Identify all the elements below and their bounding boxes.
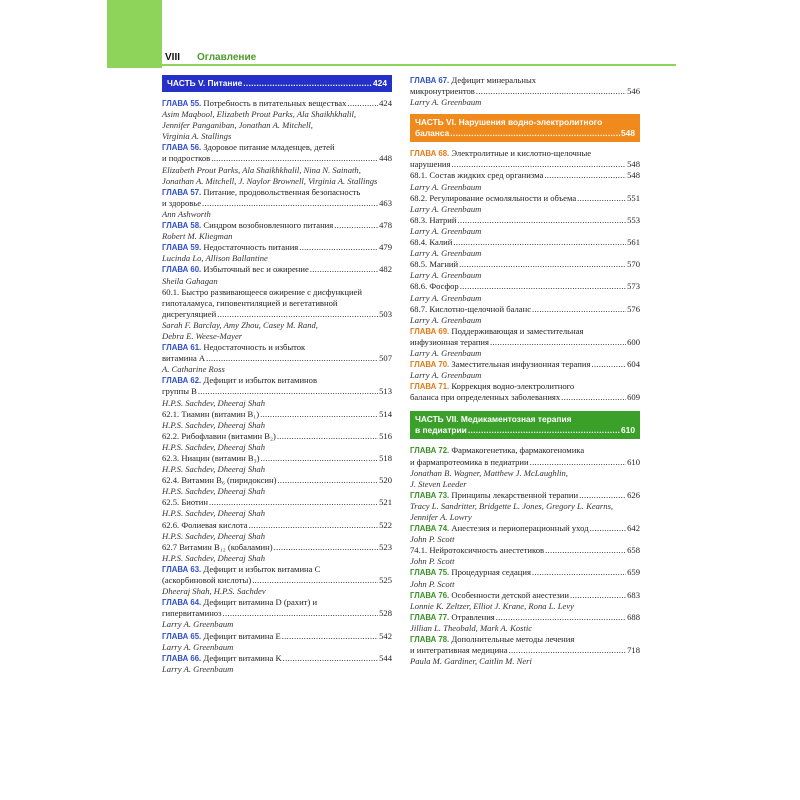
author-line: John P. Scott [410, 534, 455, 545]
dot-leader [249, 520, 379, 531]
chapter-label: ГЛАВА 63. [162, 564, 202, 574]
page-ref: 626 [627, 489, 640, 500]
entry-title: и фармапротеомика в педиатрии [410, 456, 529, 467]
author-line: Jennifer A. Lowry [410, 512, 472, 522]
toc-chapter-entry[interactable] [162, 564, 392, 575]
chapter-label: ГЛАВА 67. [410, 76, 450, 85]
author-line: Jennifer Panganiban, Jonathan A. Mitchell, [162, 120, 313, 131]
page-ref: 518 [379, 453, 392, 463]
toc-entry-line[interactable] [162, 542, 392, 553]
page-ref: 610 [621, 425, 635, 436]
author-line: John P. Scott [410, 578, 455, 589]
page-ref: 576 [627, 303, 640, 314]
chapter-title: Питание, продовольственная безопасность [203, 186, 361, 197]
entry-title: (аскорбиновой кислоты) [162, 575, 252, 586]
toc-chapter-entry[interactable] [162, 98, 392, 109]
entry-title: баланса при определенных заболеваниях [410, 392, 561, 403]
toc-entry-line[interactable] [162, 409, 392, 420]
page-ref: 513 [379, 386, 392, 397]
dot-leader [545, 545, 626, 556]
dot-leader [496, 612, 626, 623]
dot-leader [223, 608, 379, 619]
chapter-title: Электролитные и кислотно-щелочные [451, 148, 592, 159]
toc-entry-line[interactable] [162, 431, 392, 442]
toc-entry-line[interactable] [162, 575, 392, 586]
dot-leader [252, 575, 378, 586]
chapter-title: Дефицит витамина D (рахит) и [203, 597, 318, 608]
toc-entry-line[interactable] [410, 86, 640, 97]
entry-title: 68.3. Натрий [410, 214, 457, 225]
toc-entry-text: гипоталамуса, гиповентиляцией и вегетативной [162, 297, 338, 308]
toc-chapter-entry[interactable] [162, 242, 392, 253]
dot-leader [243, 78, 372, 89]
author-line: Larry A. Greenbaum [410, 203, 482, 214]
chapter-label: ГЛАВА 77. [410, 612, 450, 622]
part-heading[interactable] [410, 411, 640, 439]
dot-leader [561, 392, 626, 403]
page-ref: 514 [379, 408, 392, 419]
author-line: H.P.S. Sachdev, Dheeraj Shah [162, 552, 266, 563]
dot-leader [282, 631, 378, 642]
chapter-title: Потребность в питательных веществах [203, 98, 347, 108]
author-line: Sheila Gahagan [162, 275, 218, 286]
toc-entry-line[interactable] [410, 215, 640, 226]
entry-title: 68.5. Магний [410, 259, 459, 270]
dot-leader [530, 457, 626, 468]
toc-entry-line[interactable] [162, 453, 392, 464]
toc-chapter-entry[interactable] [410, 490, 640, 501]
part-title: баланса [415, 128, 450, 139]
chapter-label: ГЛАВА 55. [162, 99, 202, 108]
page-ref: 448 [379, 153, 392, 164]
chapter-title: Синдром возобновленного питания [203, 220, 334, 231]
toc-chapter-entry[interactable] [410, 359, 640, 370]
author-line: Jonathan A. Mitchell, J. Naylor Brownell, Virginia A. Stallings [162, 175, 378, 186]
chapter-label: ГЛАВА 61. [162, 343, 202, 353]
toc-chapter-entry[interactable] [410, 590, 640, 601]
entry-title: 62.3. Ниацин (витамин B₃) [162, 453, 260, 463]
part-heading-line [415, 425, 635, 436]
author-line: Lonnie K. Zeltzer, Elliot J. Krane, Rona L. Levy [410, 600, 574, 611]
dot-leader [260, 409, 378, 420]
dot-leader [459, 259, 626, 270]
page-ref: 478 [379, 220, 392, 231]
entry-title: 68.2. Регулирование осмоляльности и объема [410, 192, 577, 203]
toc-entry-line[interactable] [410, 457, 640, 468]
page-ref: 604 [627, 359, 640, 370]
header-divider [160, 64, 676, 66]
page-ref: 528 [379, 608, 392, 619]
toc-entry-line[interactable] [410, 170, 640, 181]
author-line: Larry A. Greenbaum [162, 619, 234, 630]
part-title: в педиатрии [415, 425, 467, 436]
toc-chapter-entry[interactable] [162, 653, 392, 664]
author-line: Jillian L. Theobald, Mark A. Kostic [410, 622, 533, 633]
toc-entry-line[interactable] [162, 497, 392, 508]
author-line: Larry A. Greenbaum [162, 641, 234, 652]
chapter-label: ГЛАВА 56. [162, 143, 202, 153]
dot-leader [283, 653, 378, 664]
chapter-label: ГЛАВА 60. [162, 265, 202, 275]
chapter-label: ГЛАВА 73. [410, 490, 450, 500]
chapter-title: Дефицит и избыток витаминов [203, 375, 318, 386]
author-line: Larry A. Greenbaum [410, 314, 482, 325]
dot-leader [460, 281, 626, 292]
author-line: Larry A. Greenbaum [410, 181, 482, 192]
toc-chapter-entry[interactable] [410, 148, 640, 159]
toc-entry-line[interactable] [162, 608, 392, 619]
part-heading[interactable] [162, 75, 392, 92]
page-ref: 553 [627, 214, 640, 225]
toc-entry-line[interactable] [410, 281, 640, 292]
chapter-title: Здоровое питание младенцев, детей [203, 142, 335, 153]
dot-leader [544, 170, 626, 181]
author-line: Jonathan B. Wagner, Matthew J. McLaughlin, [410, 467, 568, 478]
toc-chapter-entry[interactable] [410, 634, 640, 645]
chapter-title: Принципы лекарственной терапии [451, 489, 579, 500]
dot-leader [202, 198, 378, 209]
entry-title: дисрегуляцией [162, 308, 217, 319]
entry-title: 62.2. Рибофлавин (витамин B₂) [162, 430, 276, 441]
page-ref: 683 [627, 589, 640, 600]
entry-title: витамина A [162, 353, 206, 364]
entry-title: и подростков [162, 153, 211, 164]
chapter-label: ГЛАВА 72. [410, 446, 450, 456]
chapter-title: Процедурная седация [451, 567, 531, 578]
dot-leader [532, 304, 626, 315]
page-ref: 482 [379, 264, 392, 275]
author-line: John P. Scott [410, 556, 455, 567]
chapter-title: Коррекция водно-электролитного [451, 381, 575, 392]
page-ref: 479 [379, 242, 392, 253]
author-line: Dheeraj Shah, H.P.S. Sachdev [162, 586, 266, 597]
page-ref: 609 [627, 392, 640, 403]
page-ref: 520 [379, 475, 392, 486]
chapter-label: ГЛАВА 68. [410, 149, 450, 159]
page-ref: 503 [379, 308, 392, 319]
dot-leader [206, 353, 378, 364]
page-ref: 463 [379, 197, 392, 208]
entry-title: и интегративная медицина [410, 645, 508, 656]
toc-entry-line[interactable] [162, 153, 392, 164]
author-line: Lucinda Lo, Allison Ballantine [162, 253, 268, 264]
dot-leader [570, 590, 626, 601]
toc-chapter-entry[interactable] [410, 75, 640, 86]
page-ref: 570 [627, 259, 640, 270]
page-ref: 544 [379, 652, 392, 663]
toc-chapter-entry[interactable] [162, 220, 392, 231]
toc-chapter-entry[interactable] [410, 523, 640, 534]
author-line: Ann Ashworth [162, 208, 211, 219]
author-line: H.P.S. Sachdev, Dheeraj Shah [162, 530, 266, 541]
author-line: Debra E. Weese-Mayer [162, 330, 243, 341]
part-heading[interactable] [410, 114, 640, 142]
page-ref: 424 [379, 98, 392, 108]
chapter-label: ГЛАВА 65. [162, 631, 202, 641]
toc-entry-line[interactable] [410, 337, 640, 348]
dot-leader [334, 220, 378, 231]
chapter-title: Дефицит и избыток витамина C [203, 563, 321, 574]
page-ref: 521 [379, 497, 392, 508]
author-line: H.P.S. Sachdev, Dheeraj Shah [162, 464, 266, 475]
part-heading-line [415, 117, 635, 128]
dot-leader [476, 86, 626, 97]
page-ref: 516 [379, 430, 392, 441]
chapter-label: ГЛАВА 57. [162, 187, 202, 197]
chapter-label: ГЛАВА 76. [410, 590, 450, 600]
dot-leader [209, 497, 378, 508]
chapter-title: Дефицит витамина K [203, 652, 282, 663]
entry-title: 62.4. Витамин B₆ (пиридоксин) [162, 475, 277, 486]
chapter-label: ГЛАВА 70. [410, 360, 450, 370]
chapter-title: Дефицит витамина E [203, 630, 281, 641]
part-heading-line [167, 78, 387, 89]
toc-chapter-entry[interactable] [162, 342, 392, 353]
dot-leader [274, 542, 378, 553]
toc-chapter-entry[interactable] [162, 187, 392, 198]
author-line: H.P.S. Sachdev, Dheeraj Shah [162, 486, 266, 497]
page-ref: 561 [627, 237, 640, 248]
toc-right-column [410, 75, 640, 667]
dot-leader [577, 193, 626, 204]
toc-entry-line[interactable] [162, 198, 392, 209]
dot-leader [299, 242, 378, 253]
chapter-title: Недостаточность питания [203, 242, 299, 253]
author-line: J. Steven Leeder [410, 478, 467, 489]
dot-leader [468, 425, 620, 436]
toc-entry-line[interactable] [410, 645, 640, 656]
author-line: Paula M. Gardiner, Caitlin M. Neri [410, 656, 532, 667]
chapter-title: Недостаточность и избыток [203, 342, 306, 353]
page-ref: 600 [627, 336, 640, 347]
author-line: H.P.S. Sachdev, Dheeraj Shah [162, 441, 266, 452]
dot-leader [450, 128, 620, 139]
entry-title: 62.6. Фолиевая кислота [162, 519, 248, 530]
dot-leader [579, 490, 626, 501]
entry-title: 68.1. Состав жидких сред организма [410, 170, 544, 181]
dot-leader [509, 645, 627, 656]
section-title: Оглавление [197, 52, 257, 63]
toc-entry-line[interactable] [162, 520, 392, 531]
page-ref: 718 [627, 645, 640, 656]
entry-title: 68.7. Кислотно-щелочной баланс [410, 303, 532, 314]
chapter-title: Анестезия и периоперационный уход [451, 523, 589, 534]
toc-chapter-entry[interactable] [410, 445, 640, 456]
dot-leader [590, 523, 627, 534]
author-line: Virginia A. Stallings [162, 131, 232, 142]
author-line: Robert M. Kliegman [162, 231, 233, 242]
chapter-title: Заместительная инфузионная терапия [451, 359, 591, 370]
dot-leader [310, 264, 378, 275]
entry-title: группы B [162, 386, 197, 397]
toc-entry-line[interactable] [410, 304, 640, 315]
toc-entry-line[interactable] [162, 309, 392, 320]
entry-title: 68.6. Фосфор [410, 281, 459, 292]
author-line: Larry A. Greenbaum [410, 225, 482, 236]
page-corner-tab [107, 0, 162, 68]
author-line: H.P.S. Sachdev, Dheeraj Shah [162, 397, 266, 408]
chapter-title: Особенности детской анестезии [451, 589, 569, 600]
toc-entry-line[interactable] [410, 159, 640, 170]
dot-leader [277, 431, 378, 442]
chapter-label: ГЛАВА 71. [410, 382, 450, 392]
dot-leader [277, 475, 378, 486]
chapter-label: ГЛАВА 74. [410, 524, 450, 534]
page-ref: 424 [373, 78, 387, 88]
entry-title: гипервитаминоз [162, 608, 222, 619]
chapter-title: Фармакогенетика, фармакогеномика [451, 445, 585, 456]
toc-chapter-entry[interactable] [162, 142, 392, 153]
page-ref: 658 [627, 545, 640, 556]
part-heading-line [415, 128, 635, 139]
chapter-label: ГЛАВА 75. [410, 568, 450, 578]
toc-chapter-entry[interactable] [162, 597, 392, 608]
chapter-title: Дефицит минеральных [451, 75, 537, 85]
chapter-title: Отравления [451, 611, 495, 622]
author-line: H.P.S. Sachdev, Dheeraj Shah [162, 419, 266, 430]
author-line: A. Catharine Ross [162, 364, 225, 375]
entry-title: 62.1. Тиамин (витамин B₁) [162, 408, 260, 419]
entry-title: 62.7 Витамин B₁₂ (кобаламин) [162, 541, 273, 552]
part-title: ЧАСТЬ V. Питание [167, 78, 243, 88]
chapter-label: ГЛАВА 62. [162, 376, 202, 386]
author-line: Elizabeth Prout Parks, Ala Shaikhkhalil, Nina N. Sainath, [162, 164, 361, 175]
author-line: H.P.S. Sachdev, Dheeraj Shah [162, 508, 266, 519]
author-line: Larry A. Greenbaum [410, 292, 482, 303]
dot-leader [532, 567, 626, 578]
page-ref: 642 [627, 523, 640, 534]
entry-title: 62.5. Биотин [162, 497, 209, 508]
toc-chapter-entry[interactable] [410, 326, 640, 337]
author-line: Sarah F. Barclay, Amy Zhou, Casey M. Rand, [162, 319, 318, 330]
dot-leader [347, 98, 378, 109]
page-ref: 522 [379, 519, 392, 530]
author-line: Larry A. Greenbaum [410, 97, 482, 108]
toc-chapter-entry[interactable] [410, 567, 640, 578]
author-line: Larry A. Greenbaum [410, 370, 482, 381]
page-ref: 548 [627, 159, 640, 170]
chapter-title: Поддерживающая и заместительная [451, 325, 584, 336]
toc-entry-line[interactable] [162, 353, 392, 364]
entry-title: 74.1. Нейротоксичность анестетиков [410, 545, 545, 556]
part-heading-line [415, 414, 635, 425]
page-ref: 659 [627, 567, 640, 578]
author-line: Larry A. Greenbaum [410, 248, 482, 259]
toc-entry-line[interactable] [410, 193, 640, 204]
page-ref: 610 [627, 456, 640, 467]
page-ref: 523 [379, 541, 392, 552]
dot-leader [217, 309, 378, 320]
entry-title: и здоровье [162, 197, 202, 208]
chapter-label: ГЛАВА 59. [162, 243, 202, 253]
entry-title: нарушения [410, 159, 451, 170]
page-ref: 542 [379, 630, 392, 641]
entry-title: микронутриентов [410, 86, 475, 97]
dot-leader [453, 237, 626, 248]
page-ref: 548 [627, 170, 640, 181]
toc-left-column [162, 75, 392, 675]
toc-entry-line[interactable] [410, 392, 640, 403]
page-ref: 551 [627, 192, 640, 203]
toc-chapter-entry[interactable] [162, 631, 392, 642]
toc-chapter-entry[interactable] [410, 381, 640, 392]
author-line: Larry A. Greenbaum [410, 347, 482, 358]
toc-entry-line[interactable] [410, 237, 640, 248]
part-title: ЧАСТЬ VII. Медикаментозная терапия [415, 414, 572, 425]
page-number: VIII [165, 52, 181, 63]
toc-entry-line[interactable] [162, 475, 392, 486]
chapter-label: ГЛАВА 64. [162, 598, 202, 608]
toc-chapter-entry[interactable] [410, 612, 640, 623]
dot-leader [198, 386, 378, 397]
author-line: Larry A. Greenbaum [410, 270, 482, 281]
dot-leader [211, 153, 378, 164]
page-ref: 548 [621, 128, 635, 139]
chapter-label: ГЛАВА 78. [410, 635, 450, 645]
toc-chapter-entry[interactable] [162, 264, 392, 275]
page-ref: 507 [379, 353, 392, 364]
entry-title: инфузионная терапия [410, 336, 489, 347]
author-line: Asim Maqbool, Elizabeth Prout Parks, Ala Shaikhkhalil, [162, 109, 357, 120]
dot-leader [451, 159, 626, 170]
chapter-label: ГЛАВА 58. [162, 221, 202, 231]
chapter-title: Избыточный вес и ожирение [203, 264, 309, 275]
dot-leader [458, 215, 627, 226]
entry-title: 68.4. Калий [410, 237, 453, 248]
dot-leader [490, 337, 626, 348]
page-ref: 525 [379, 575, 392, 586]
chapter-title: Дополнительные методы лечения [451, 634, 575, 645]
page-ref: 688 [627, 611, 640, 622]
chapter-label: ГЛАВА 66. [162, 653, 202, 663]
toc-entry-line[interactable] [410, 545, 640, 556]
toc-chapter-entry[interactable] [162, 375, 392, 386]
page-ref: 546 [627, 86, 640, 97]
toc-entry-text: 60.1. Быстро развивающееся ожирение с дисфункцией [162, 286, 362, 297]
toc-entry-line[interactable] [410, 259, 640, 270]
part-title: ЧАСТЬ VI. Нарушения водно-электролитного [415, 117, 603, 128]
dot-leader [260, 453, 378, 464]
dot-leader [591, 359, 626, 370]
chapter-label: ГЛАВА 69. [410, 326, 450, 336]
author-line: Larry A. Greenbaum [162, 663, 234, 674]
toc-entry-line[interactable] [162, 386, 392, 397]
page-ref: 573 [627, 281, 640, 292]
author-line: Tracy L. Sandritter, Bridgette L. Jones, Gregory L. Kearns, [410, 500, 614, 511]
